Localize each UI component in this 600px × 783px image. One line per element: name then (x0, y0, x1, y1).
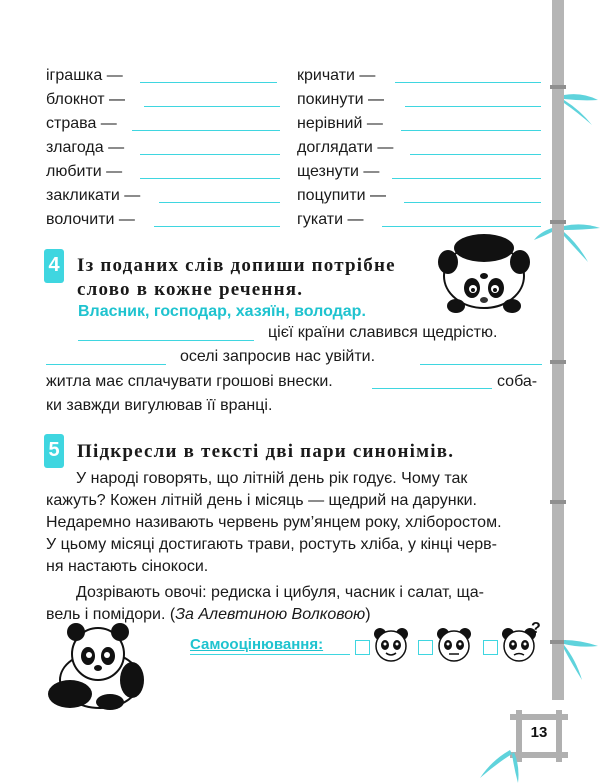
task-5-text (46, 468, 542, 626)
task-4-sentence-3-end: соба- (497, 373, 538, 390)
answer-line[interactable] (140, 178, 280, 179)
answer-line[interactable] (392, 178, 541, 179)
pair-right-word: нерівний — (297, 115, 383, 132)
text-line: кажуть? Кожен літній день і місяць — щедрий на дарунки. (46, 492, 477, 509)
pair-left-word: любити — (46, 163, 123, 180)
pair-right-word: доглядати — (297, 139, 394, 156)
answer-line[interactable] (144, 106, 280, 107)
task-4-title-line-1: Із поданих слів допиши потрібне (77, 255, 396, 276)
task-4-number: 4 (44, 249, 64, 283)
question-mark: ? (531, 620, 541, 637)
answer-line[interactable] (159, 202, 280, 203)
answer-line[interactable] (154, 226, 280, 227)
task-4-title-line-2: слово в кожне речення. (77, 279, 304, 300)
self-assessment-label: Самооцінювання: (190, 636, 324, 653)
bamboo-leaves-decoration (470, 740, 550, 783)
answer-line[interactable] (382, 226, 541, 227)
pair-left-word: іграшка — (46, 67, 123, 84)
task-5-title: Підкресли в тексті дві пари синонімів. (77, 441, 455, 462)
answer-line[interactable] (401, 130, 541, 131)
task-4-word-options: Власник, господар, хазяїн, володар. (78, 303, 366, 320)
answer-line[interactable] (78, 340, 254, 341)
answer-line[interactable] (140, 154, 280, 155)
answer-line[interactable] (140, 82, 277, 83)
self-assessment-line (190, 654, 350, 655)
text-fragment: ) (365, 606, 371, 623)
pair-right-word: кричати — (297, 67, 376, 84)
pair-left-word: злагода — (46, 139, 125, 156)
self-assessment-checkbox[interactable] (355, 640, 370, 655)
answer-line[interactable] (132, 130, 280, 131)
panda-face-happy-icon (372, 626, 410, 662)
task-4-sentence-4: ки завжди вигулював її вранці. (46, 397, 273, 414)
pair-right-word: гукати — (297, 211, 364, 228)
bamboo-decoration (530, 0, 600, 783)
answer-line[interactable] (405, 106, 541, 107)
panda-face-neutral-icon (435, 626, 473, 662)
pair-left-word: блокнот — (46, 91, 126, 108)
page-number: 13 (530, 724, 548, 741)
task-4-sentence-3: житла має сплачувати грошові внески. (46, 373, 333, 390)
text-line: У народі говорять, що літній день рік годує. Чому так (76, 470, 468, 487)
self-assessment-checkbox[interactable] (418, 640, 433, 655)
panda-icon (436, 232, 532, 316)
text-author: За Алевтиною Волковою (175, 606, 366, 623)
self-assessment-checkbox[interactable] (483, 640, 498, 655)
answer-line[interactable] (404, 202, 541, 203)
text-fragment: вель і помідори. ( (46, 606, 176, 623)
pair-right-word: поцупити — (297, 187, 387, 204)
sitting-panda-icon (40, 618, 148, 712)
text-line: ня настають сінокоси. (46, 558, 209, 575)
pair-right-word: щезнути — (297, 163, 380, 180)
answer-line[interactable] (46, 364, 166, 365)
task-5-number: 5 (44, 434, 64, 468)
text-line: Недаремно називають червень рум’янцем року, хліборостом. (46, 514, 502, 531)
task-4-sentence-2: оселі запросив нас увійти. (180, 348, 376, 365)
answer-line[interactable] (372, 388, 492, 389)
pair-right-word: покинути — (297, 91, 385, 108)
answer-line[interactable] (420, 364, 542, 365)
pair-left-word: волочити — (46, 211, 135, 228)
text-line: У цьому місяці достигають трави, ростуть хліба, у кінці черв- (46, 536, 497, 553)
text-line: Дозрівають овочі: редиска і цибуля, часник і салат, ща- (76, 584, 484, 601)
answer-line[interactable] (410, 154, 541, 155)
pair-left-word: страва — (46, 115, 117, 132)
task-4-sentence-1: цієї країни славився щедрістю. (268, 324, 498, 341)
pair-left-word: закликати — (46, 187, 141, 204)
answer-line[interactable] (395, 82, 541, 83)
